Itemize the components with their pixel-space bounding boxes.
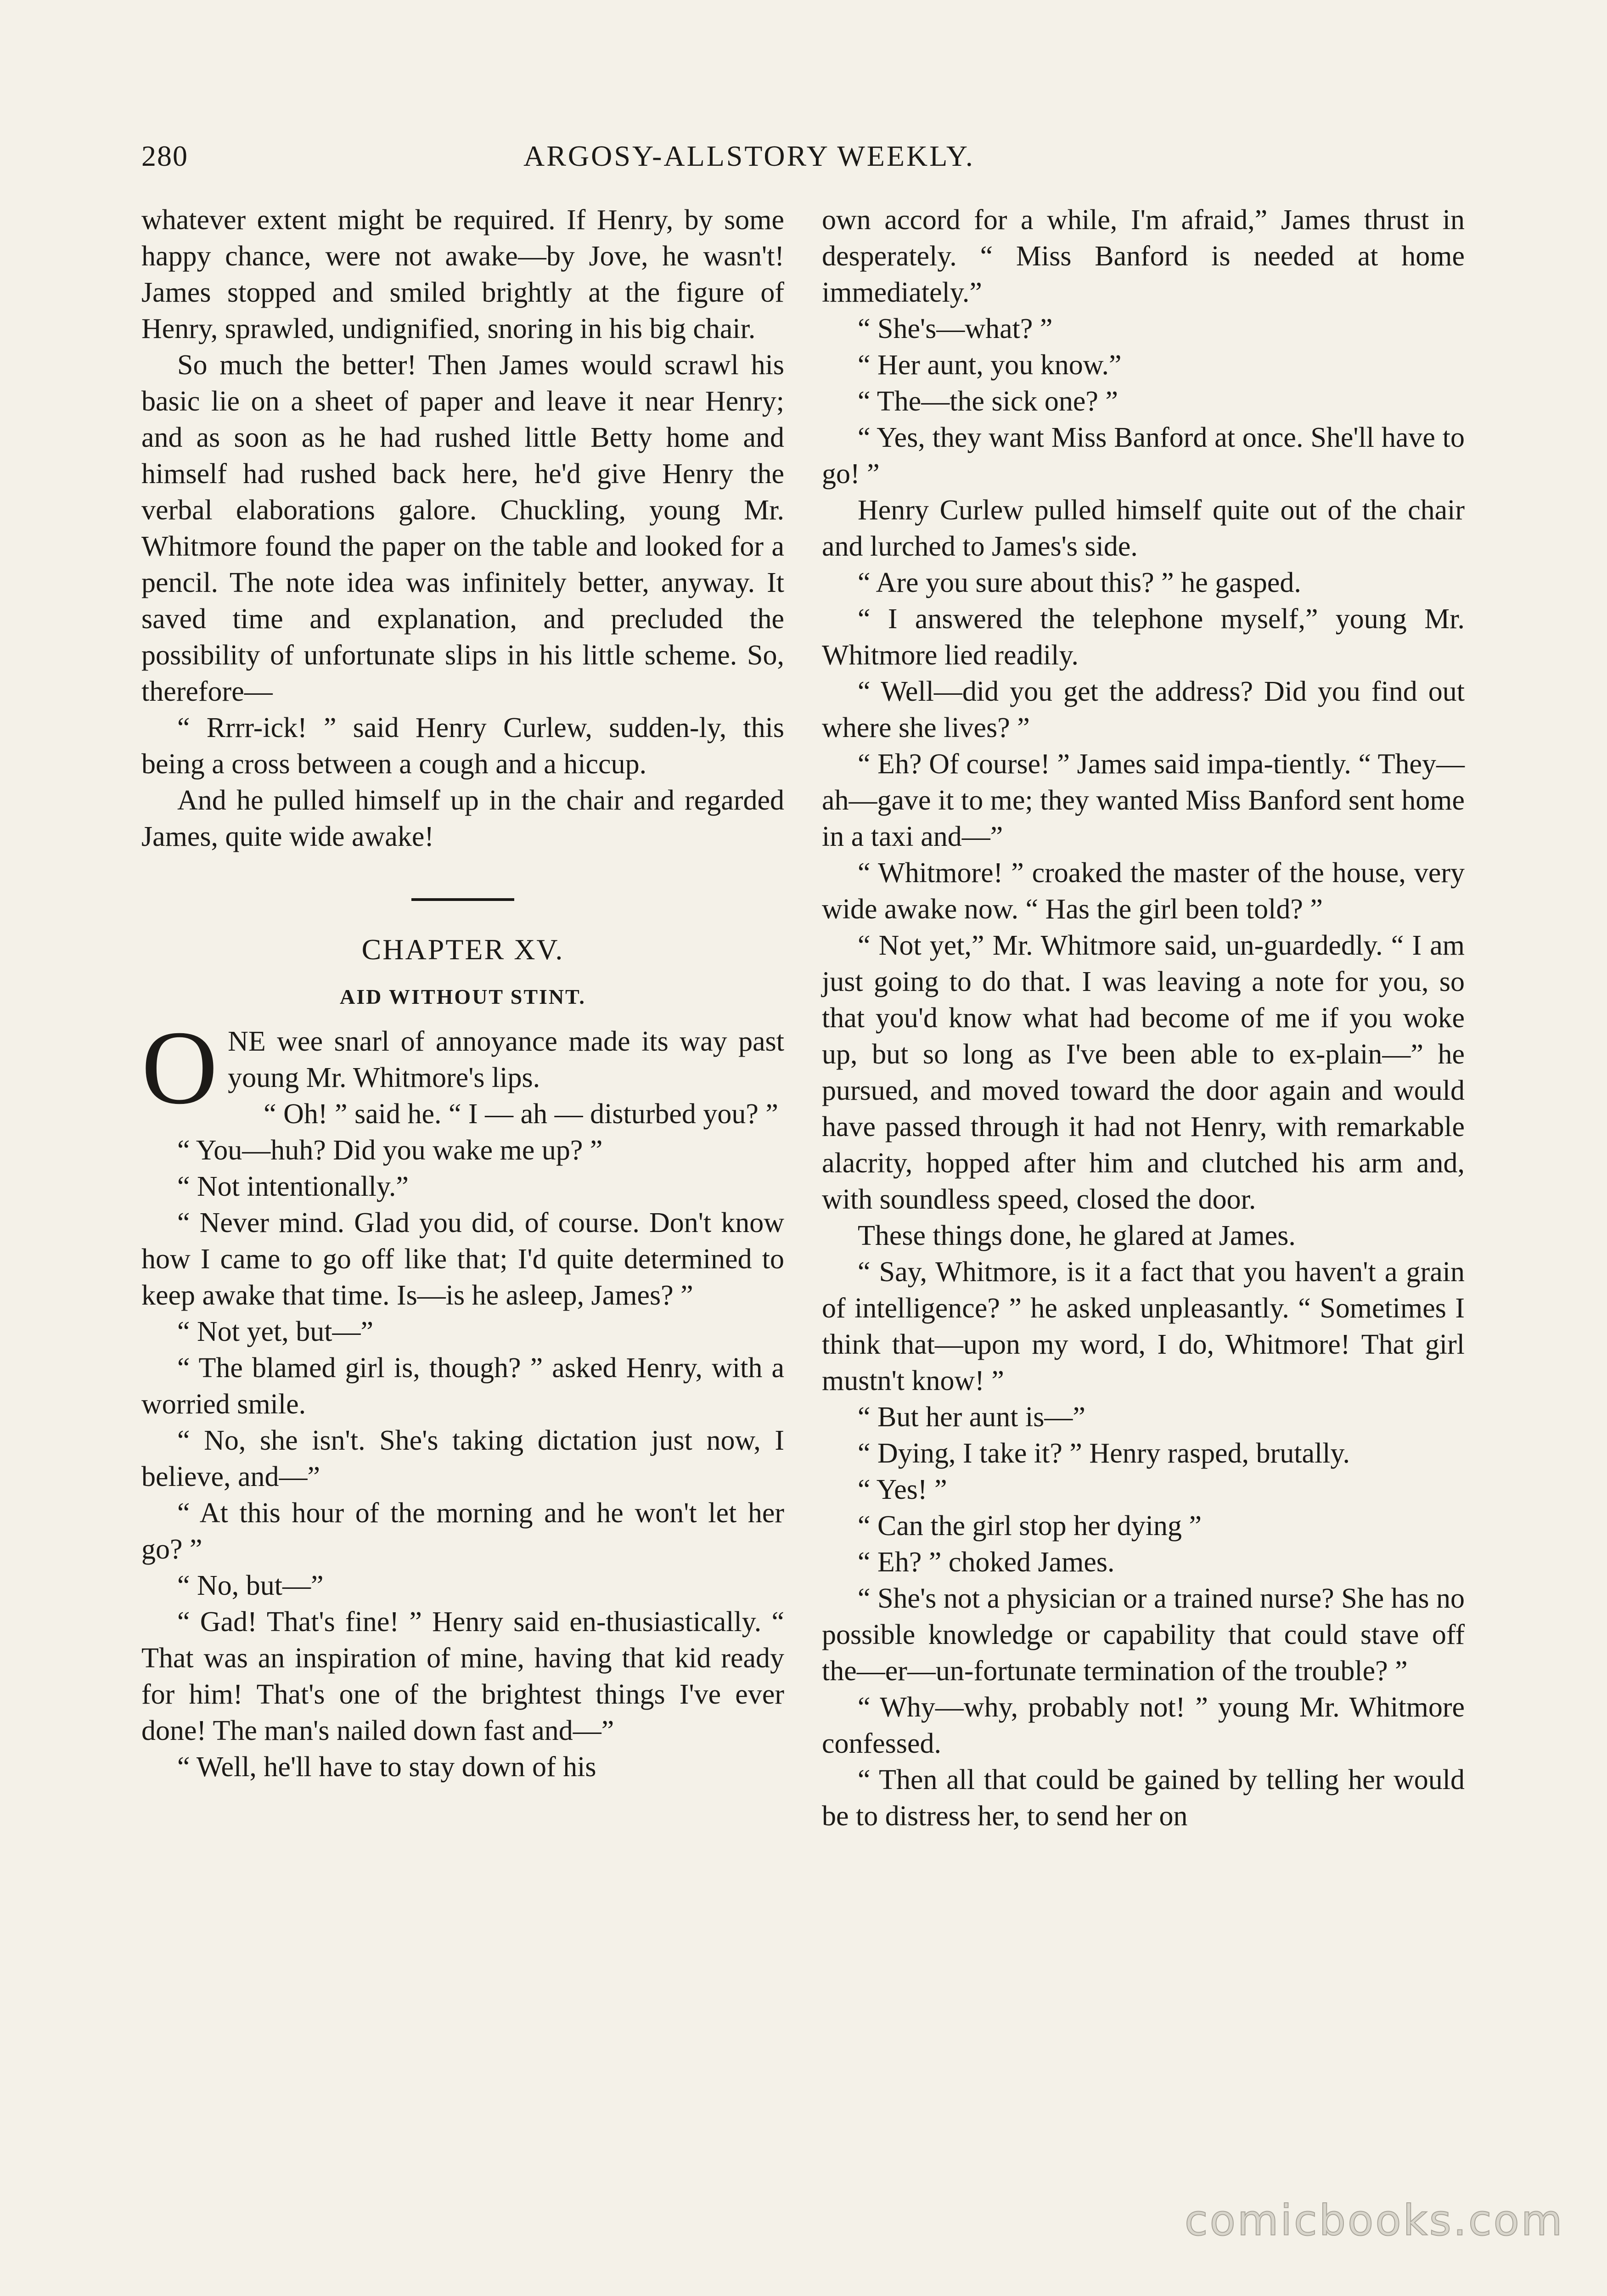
paragraph: “ Dying, I take it? ” Henry rasped, brutally. [858, 1438, 1350, 1469]
paragraph: These things done, he glared at James. [858, 1220, 1296, 1251]
paragraph: “ At this hour of the morning and he won't let her go? ” [141, 1497, 784, 1565]
running-head: ARGOSY-ALLSTORY WEEKLY. [523, 140, 975, 172]
paragraph: “ Yes! ” [858, 1474, 947, 1505]
paragraph: “ Oh! ” said he. “ I — ah — disturbed you? ” [264, 1098, 778, 1130]
paragraph: “ The—the sick one? ” [858, 386, 1118, 417]
chapter-subtitle: AID WITHOUT STINT. [340, 985, 586, 1008]
paragraph: “ Never mind. Glad you did, of course. Don't know how I came to go off like that; I'd quite determined to keep awake that time. Is—is he asleep, James? ” [141, 1207, 784, 1311]
paragraph: “ Eh? ” choked James. [858, 1547, 1115, 1578]
paragraph: Henry Curlew pulled himself quite out of the chair and lurched to James's side. [822, 495, 1465, 562]
paragraph: whatever extent might be required. If Henry, by some happy chance, were not awake—by Jove, he wasn't! James stopped and smiled brightly at the figure of Henry, sprawled, undignified, snoring in his big chair. [141, 204, 784, 344]
paragraph: “ Well, he'll have to stay down of his [177, 1751, 596, 1783]
paragraph: “ No, she isn't. She's taking dictation just now, I believe, and—” [141, 1425, 784, 1492]
paragraph: “ Not yet, but—” [177, 1316, 374, 1347]
paragraph: “ I answered the telephone myself,” young Mr. Whitmore lied readily. [822, 603, 1465, 671]
watermark: comicbooks.com [1185, 2196, 1564, 2245]
paragraph: And he pulled himself up in the chair and regarded James, quite wide awake! [141, 785, 784, 852]
paragraph: “ Well—did you get the address? Did you find out where she lives? ” [822, 676, 1465, 743]
paragraph: “ Why—why, probably not! ” young Mr. Whitmore confessed. [822, 1692, 1465, 1759]
paragraph: “ Then all that could be gained by telling her would be to distress her, to send her on [822, 1764, 1465, 1832]
paragraph: “ Can the girl stop her dying ” [858, 1510, 1202, 1542]
page-number: 280 [141, 140, 188, 172]
drop-cap: O [141, 1009, 218, 1126]
paragraph: “ Not yet,” Mr. Whitmore said, un-guardedly. “ I am just going to do that. I was leaving a note for you, so that you'd know what had become of me if you woke up, but so long as I've been able to ex-plain—” he pursued, and moved toward the door again and would have passed through it had not Henry, with remarkable alacrity, hopped after him and clutched his arm and, with soundless speed, closed the door. [822, 930, 1465, 1215]
section-divider [411, 898, 514, 901]
right-column [822, 202, 1465, 1835]
paragraph: “ She's—what? ” [858, 313, 1053, 344]
chapter-opening-text: NE wee snarl of annoyance made its way past young Mr. Whitmore's lips. [228, 1026, 784, 1093]
paragraph: “ She's not a physician or a trained nurse? She has no possible knowledge or capability that could stave off the—er—un-fortunate termination of the trouble? ” [822, 1583, 1465, 1687]
paragraph: So much the better! Then James would scrawl his basic lie on a sheet of paper and leave it near Henry; and as soon as he had rushed little Betty home and himself had rushed back here, he'd give Henry the verbal elaborations galore. Chuckling, young Mr. Whitmore found the paper on the table and looked for a pencil. The note idea was infinitely better, anyway. It saved time and explanation, and precluded the possibility of unfortunate slips in his little scheme. So, therefore— [141, 349, 784, 707]
paragraph: “ The blamed girl is, though? ” asked Henry, with a worried smile. [141, 1352, 784, 1420]
paragraph: “ Are you sure about this? ” he gasped. [858, 567, 1301, 598]
paragraph: “ Not intentionally.” [177, 1171, 409, 1202]
paragraph: “ Whitmore! ” croaked the master of the house, very wide awake now. “ Has the girl been told? ” [822, 857, 1465, 925]
chapter-title: CHAPTER XV. [361, 933, 564, 966]
paragraph: “ You—huh? Did you wake me up? ” [177, 1135, 603, 1166]
paragraph: own accord for a while, I'm afraid,” James thrust in desperately. “ Miss Banford is needed at home immediately.” [822, 204, 1465, 308]
paragraph: “ Gad! That's fine! ” Henry said en-thusiastically. “ That was an inspiration of mine, having that kid ready for him! That's one of the brightest things I've ever done! The man's nailed down fast and—” [141, 1606, 784, 1746]
paragraph: “ Say, Whitmore, is it a fact that you haven't a grain of intelligence? ” he asked unpleasantly. “ Sometimes I think that—upon my word, I do, Whitmore! That girl mustn't know! ” [822, 1256, 1465, 1396]
paragraph: “ Rrrr-ick! ” said Henry Curlew, sudden-ly, this being a cross between a cough and a hiccup. [141, 712, 784, 780]
paragraph: “ Her aunt, you know.” [858, 349, 1122, 381]
left-column [141, 202, 784, 1785]
paragraph: “ Eh? Of course! ” James said impa-tiently. “ They—ah—gave it to me; they wanted Miss Banford sent home in a taxi and—” [822, 748, 1465, 852]
paragraph: “ No, but—” [177, 1570, 324, 1601]
paragraph: “ Yes, they want Miss Banford at once. She'll have to go! ” [822, 422, 1465, 490]
paragraph: “ But her aunt is—” [858, 1401, 1085, 1433]
